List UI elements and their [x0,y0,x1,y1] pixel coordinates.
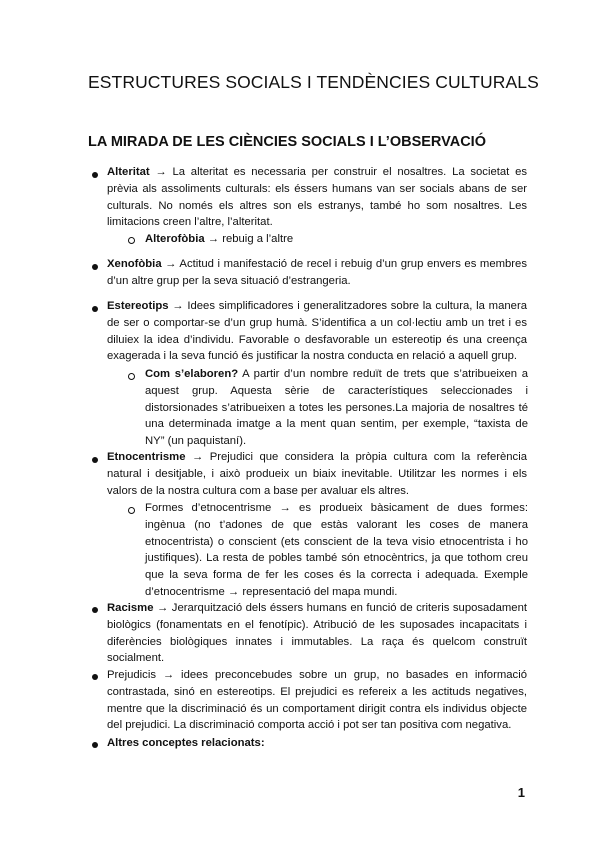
bullet-icon [92,674,98,680]
term-etnocentrisme: Etnocentrisme [107,451,186,463]
list-item-prejudicis [107,667,527,734]
bullet-icon [92,742,98,748]
definition-estereotips: → Idees simplificadores i generalitzadores sobre la cultura, la manera de ser o comportar-se d’un grup humà. S’identifica a un col·lectiu amb un tret i es diluiex la idea d’individu. Favorable o desfavorable un estereotip és una creença exagerada i la seva funció és justificar la nostra conducta en relació a aquell grup. [107,300,527,363]
list-item-racisme [107,600,527,667]
bullet-icon [92,264,98,270]
bullet-icon [92,306,98,312]
bullet-icon [92,457,98,463]
definition-etnocentrisme: → Prejudici que considera la pròpia cultura com la referència natural i desitjable, i això produeix un biaix inevitable. Utilitzar les normes i els valors de la nostra cultura com a base per avaluar els altres. [107,451,527,497]
term-estereotips: Estereotips [107,300,169,312]
list-item-xenofobia [107,256,527,290]
term-com-selaboren: Com s’elaboren? [145,368,239,380]
list-item-estereotips [107,298,527,365]
definition-alteritat: → La alteritat es necessaria per construir el nosaltres. La societat es prèvia als assoliments culturals: els éssers humans van ser socials abans de ser culturals. No només els altres son els estranys, també ho som nosaltres. Les limitacions creen l’altre, l’alteritat. [107,166,527,229]
list-item-alterofobia [145,231,528,248]
term-racisme: Racisme [107,602,154,614]
list-item-etnocentrisme [107,449,527,499]
bullet-icon [92,172,98,178]
page-number: 1 [517,785,525,800]
sub-bullet-icon [128,237,135,244]
definition-prejudicis: Prejudicis → idees preconcebudes sobre un grup, no basades en informació contrastada, sinó en estereotips. El prejudici es refereix a les actituds negatives, mentre que la discriminació és un comportament dirigit contra els individus objecte del prejudici. La discriminació comporta acció i pot ser tan positiva com negativa. [107,669,527,732]
term-alterofobia: Alterofòbia [145,233,205,245]
term-altres-conceptes: Altres conceptes relacionats: [107,737,265,749]
definition-xenofobia: → Actitud i manifestació de recel i rebuig d’un grup envers es membres d’un altre grup per la seva situació d’estrangeria. [107,258,527,287]
definition-com-selaboren: A partir d’un nombre reduït de trets que s’atribueixen a aquest grup. Aquesta sèrie de característiques seleccionades i distorsionades s’atribueixen a totes les persones.La majoria de nosaltres té una determinada imatge a la ment quan sentim, per exemple, “taxista de NY” (un paquistaní). [145,368,528,448]
list-item-altres-conceptes [107,735,527,752]
list-item-formes-etnocentrisme [145,500,528,601]
definition-alterofobia: → rebuig a l’altre [204,233,294,245]
definition-formes-etnocentrisme: Formes d’etnocentrisme → es produeix bàsicament de dues formes: ingènua (no t’adones de que estàs valorant les coses de manera etnocentrista) o conscient (ets conscient de la teva visio etnocentrista i ho justifiques). La resta de pobles també són etnocèntrics, ja que tothom creu que la seva forma de fer les coses és la correcta i adequada. Exemple d’etnocentrisme → representació del mapa mundi. [145,502,528,598]
term-alteritat: Alteritat [107,166,150,178]
sub-bullet-icon [128,373,135,380]
list-item-alteritat [107,164,527,231]
list-item-com-selaboren [145,366,528,450]
document-title: ESTRUCTURES SOCIALS I TENDÈNCIES CULTURALS [88,72,539,92]
term-xenofobia: Xenofòbia [107,258,162,270]
section-title: LA MIRADA DE LES CIÈNCIES SOCIALS I L’OBSERVACIÓ [88,134,486,150]
sub-bullet-icon [128,507,135,514]
definition-racisme: → Jerarquització dels éssers humans en funció de criteris suposadament biològics (fonamentats en el fenotípic). Atribució de les suposades incapacitats i diferències biològiques innates i immutables. La raça és quelcom construït socialment. [107,602,527,665]
bullet-icon [92,607,98,613]
